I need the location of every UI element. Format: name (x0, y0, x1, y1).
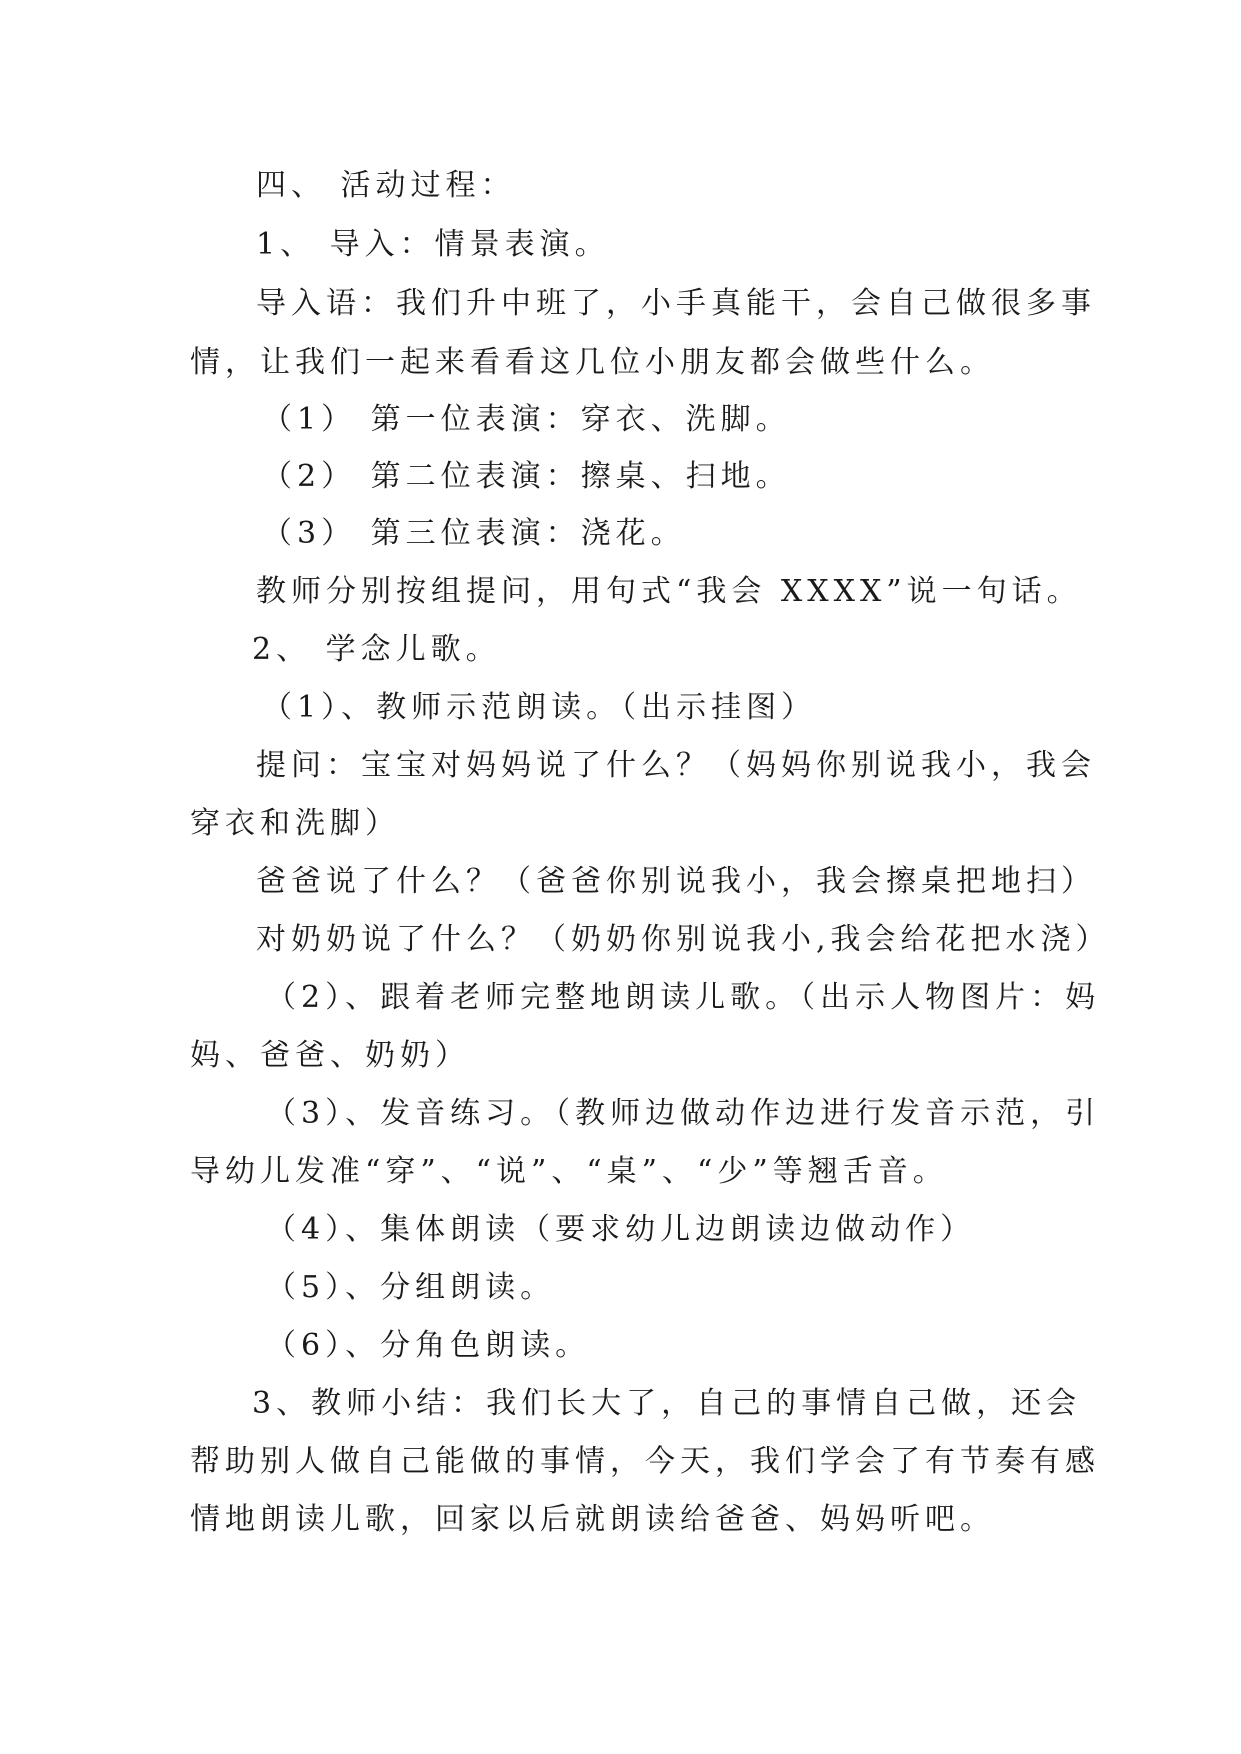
paragraph-line: 妈、爸爸、奶奶） (190, 1038, 470, 1073)
paragraph-line: 情，让我们一起来看看这几位小朋友都会做些什么。 (190, 345, 995, 380)
paragraph-line: 穿衣和洗脚） (190, 806, 400, 841)
list-item: （2） 第二位表演：擦桌、扫地。 (262, 459, 791, 494)
paragraph-line: 教师分别按组提问，用句式“我会 XXXX”说一句话。 (256, 574, 1082, 609)
list-item: （3） 第三位表演：浇花。 (262, 516, 686, 551)
list-item: （1） 第一位表演：穿衣、洗脚。 (262, 402, 791, 437)
list-item: （1）、教师示范朗读。（出示挂图） (262, 690, 817, 725)
section-heading-activity-process: 四、 活动过程： (256, 168, 516, 203)
paragraph-line: 对奶奶说了什么？（奶奶你别说我小,我会给花把水浇） (256, 922, 1111, 957)
list-item: （3）、发音练习。（教师边做动作边进行发音示范，引 (266, 1096, 1101, 1131)
paragraph-line: 情地朗读儿歌，回家以后就朗读给爸爸、妈妈听吧。 (190, 1502, 995, 1537)
list-item: （6）、分角色朗读。 (266, 1328, 591, 1363)
step-2-heading: 2、 学念儿歌。 (252, 632, 501, 667)
list-item: （5）、分组朗读。 (266, 1270, 556, 1305)
list-item: （2）、跟着老师完整地朗读儿歌。（出示人物图片：妈 (266, 980, 1101, 1015)
paragraph-line: 导幼儿发准“穿”、“说”、“桌”、“少”等翘舌音。 (190, 1154, 948, 1189)
paragraph-line: 帮助别人做自己能做的事情，今天，我们学会了有节奏有感 (190, 1444, 1100, 1479)
list-item: （4）、集体朗读（要求幼儿边朗读边做动作） (266, 1212, 976, 1247)
step-1-heading: 1、 导入：情景表演。 (256, 227, 610, 262)
step-3-summary: 3、教师小结：我们长大了，自己的事情自己做，还会 (252, 1386, 1082, 1421)
paragraph-line: 爸爸说了什么？（爸爸你别说我小，我会擦桌把地扫） (256, 864, 1096, 899)
paragraph-line: 提问：宝宝对妈妈说了什么？（妈妈你别说我小，我会 (256, 748, 1096, 783)
paragraph-line: 导入语：我们升中班了，小手真能干，会自己做很多事 (256, 286, 1096, 321)
